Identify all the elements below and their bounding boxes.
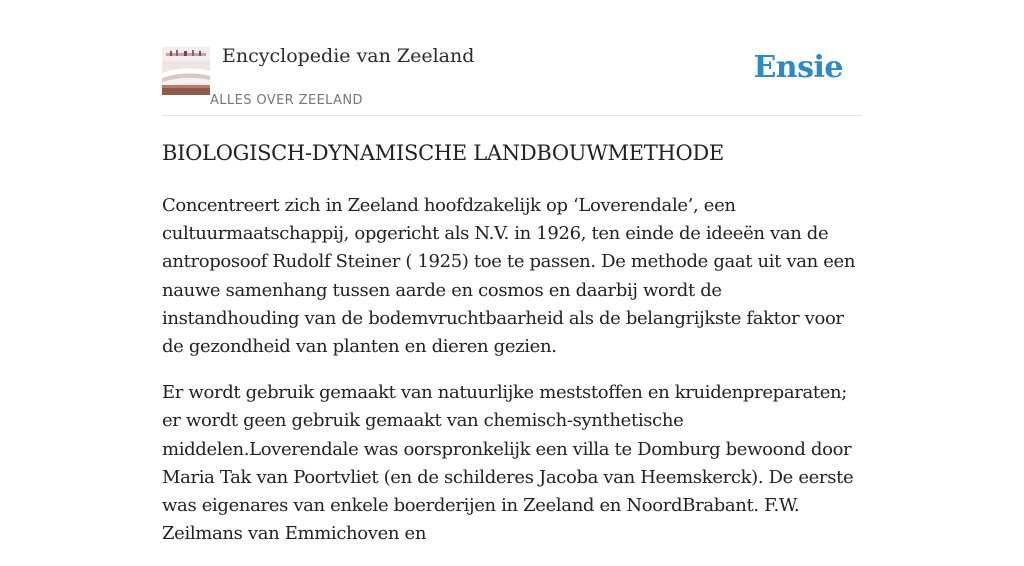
site-header: [162, 0, 862, 116]
site-avatar[interactable]: [162, 47, 210, 95]
site-tagline: ALLES OVER ZEELAND: [210, 93, 363, 108]
article-title: BIOLOGISCH-DYNAMISCHE LANDBOUWMETHODE: [162, 141, 724, 165]
article-body: [162, 192, 862, 566]
article-paragraph: Er wordt gebruik gemaakt van natuurlijke meststoffen en kruidenpreparaten; er wordt geen gebruik gemaakt van chemisch-synthetische middelen.Loverendale was oorspronkelijk een villa te Domburg bewoond door Maria Tak van Poortvliet (en de schilderes Jacoba van Heemskerck). De eerste was eigenares van enkele boerderijen in Zeeland en NoordBrabant. F.W. Zeilmans van Emmichoven en: [162, 382, 854, 545]
ensie-logo-link[interactable]: Ensie: [753, 50, 843, 85]
book-image-icon: [162, 47, 210, 95]
content-container: [162, 0, 862, 545]
article-paragraph: Concentreert zich in Zeeland hoofdzakelijk op ‘Loverendale’, een cultuurmaatschappij, opgericht als N.V. in 1926, ten einde de ideeën van de antroposoof Rudolf Steiner ( 1925) toe te passen. De methode gaat uit van een nauwe samenhang tussen aarde en cosmos en daarbij wordt de instandhouding van de bodemvruchtbaarheid als de belangrijkste faktor voor de gezondheid van planten en dieren gezien.: [162, 195, 856, 358]
site-name-link[interactable]: Encyclopedie van Zeeland: [222, 45, 475, 67]
